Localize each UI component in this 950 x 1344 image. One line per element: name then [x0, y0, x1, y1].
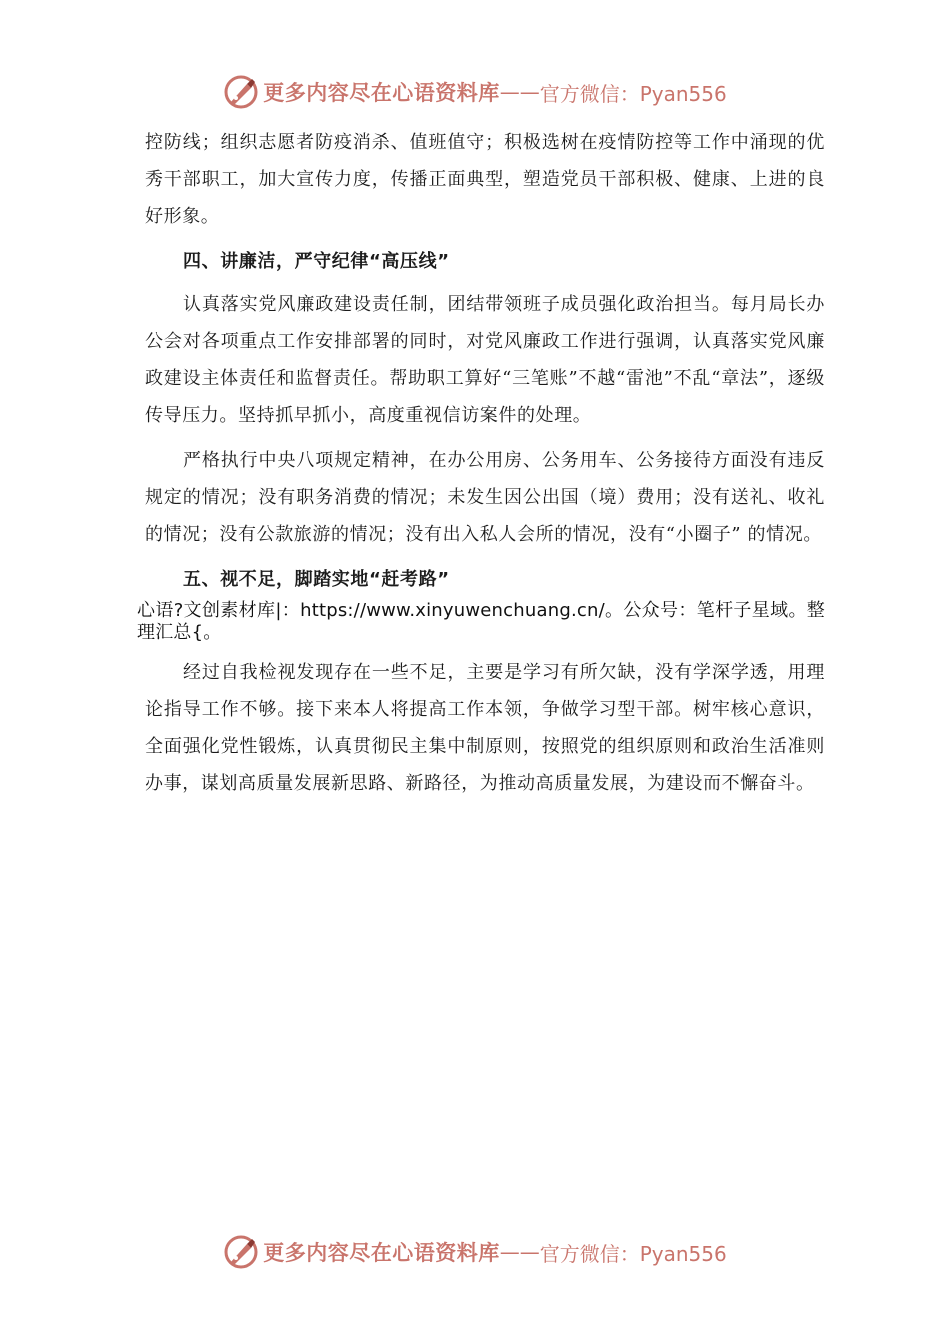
banner-wechat: 官方微信：Pyan556 [539, 81, 727, 106]
source-note: 心语?文创素材库|：https://www.xinyuwenchuang.cn/。公众号：笔杆子星域。整理汇总{。 [137, 600, 825, 643]
banner-dash: —— [499, 1240, 540, 1264]
pen-logo-icon [223, 74, 259, 110]
document-body [137, 124, 825, 802]
paragraph-2: 认真落实党风廉政建设责任制，团结带领班子成员强化政治担当。每月局长办公会对各项重点工作安排部署的同时，对党风廉政工作进行强调，认真落实党风廉政建设主体责任和监督责任。帮助职工算好“三笔账”不越“雷池”不乱“章法”，逐级传导压力。坚持抓早抓小，高度重视信访案件的处理。 [145, 294, 825, 426]
section-heading-4: 四、讲廉洁，严守纪律“高压线” [183, 251, 450, 272]
banner-wechat: 官方微信：Pyan556 [539, 1241, 727, 1266]
paragraph-4: 经过自我检视发现存在一些不足，主要是学习有所欠缺，没有学深学透，用理论指导工作不够。接下来本人将提高工作本领，争做学习型干部。树牢核心意识，全面强化党性锻炼，认真贯彻民主集中制原则，按照党的组织原则和政治生活准则办事，谋划高质量发展新思路、新路径，为推动高质量发展，为建设而不懈奋斗。 [145, 662, 825, 794]
paragraph-1: 控防线；组织志愿者防疫消杀、值班值守；积极选树在疫情防控等工作中涌现的优秀干部职工，加大宣传力度，传播正面典型，塑造党员干部积极、健康、上进的良好形象。 [145, 132, 825, 227]
banner-dash: —— [499, 80, 540, 104]
footer-banner [0, 1230, 950, 1274]
section-heading-5: 五、视不足，脚踏实地“赶考路” [183, 569, 450, 590]
pen-logo-icon [223, 1234, 259, 1270]
banner-text: 更多内容尽在心语资料库 [263, 1240, 500, 1265]
paragraph-3: 严格执行中央八项规定精神，在办公用房、公务用车、公务接待方面没有违反规定的情况；没有职务消费的情况；未发生因公出国（境）费用；没有送礼、收礼的情况；没有公款旅游的情况；没有出入私人会所的情况，没有“小圈子” 的情况。 [145, 450, 825, 545]
header-banner [0, 70, 950, 114]
banner-text: 更多内容尽在心语资料库 [263, 80, 500, 105]
